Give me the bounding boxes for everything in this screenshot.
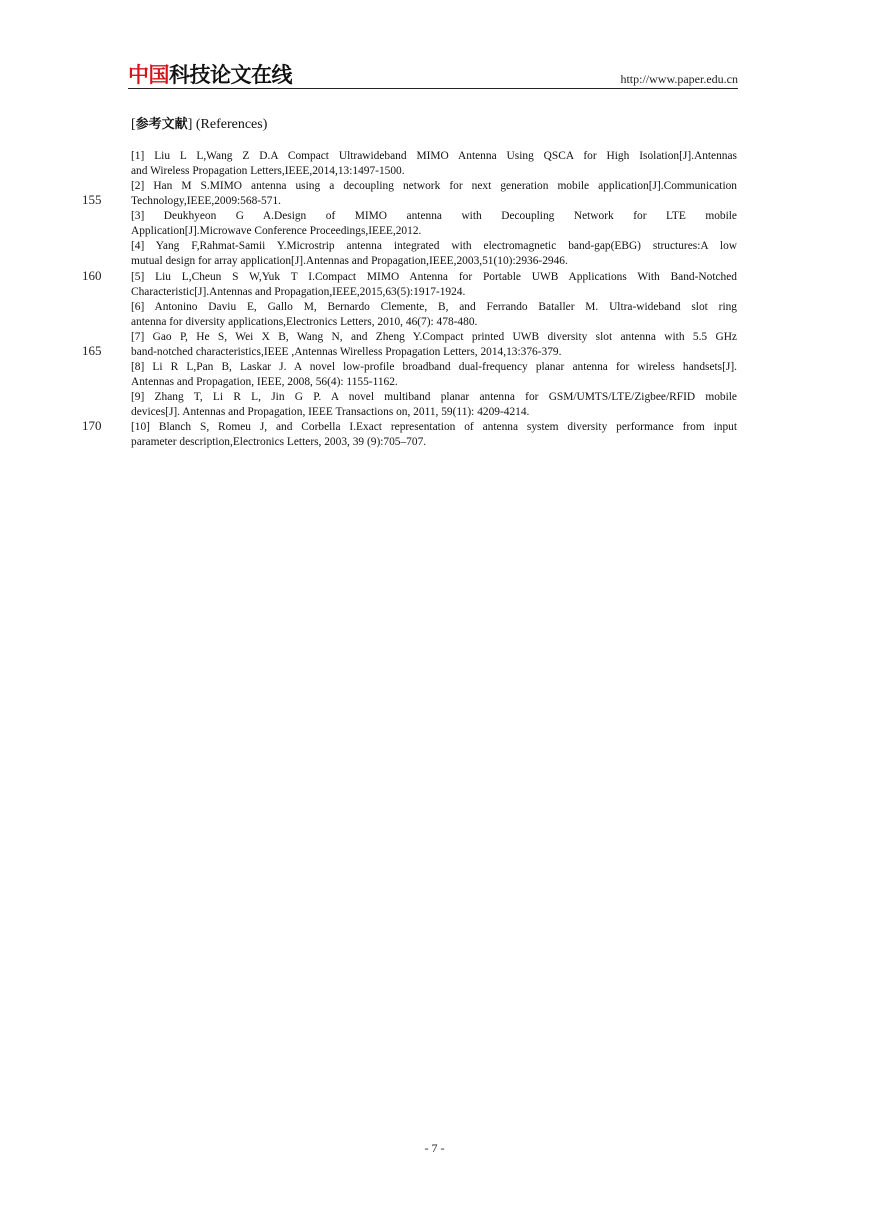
reference-6-line-2: antenna for diversity applications,Electronics Letters, 2010, 46(7): 478-480. — [131, 316, 478, 328]
reference-1-line-1: [1] Liu L L,Wang Z D.A Compact Ultrawideband MIMO Antenna Using QSCA for High Isolation[J].Antennas — [131, 150, 737, 162]
reference-9-line-1: [9] Zhang T, Li R L, Jin G P. A novel multiband planar antenna for GSM/UMTS/LTE/Zigbee/RFID mobile — [131, 391, 737, 403]
line-number: 160 — [82, 268, 102, 283]
reference-5-line-1: [5] Liu L,Cheun S W,Yuk T I.Compact MIMO Antenna for Portable UWB Applications With Band-Notched — [131, 271, 737, 283]
reference-3-line-1: [3] Deukhyeon G A.Design of MIMO antenna with Decoupling Network for LTE mobile — [131, 210, 737, 222]
page-number: - 7 - — [424, 1141, 445, 1155]
journal-logo — [128, 62, 292, 88]
reference-7-line-2: band-notched characteristics,IEEE ,Antennas Wirelless Propagation Letters, 2014,13:376-379. — [131, 346, 562, 358]
reference-2-line-1: [2] Han M S.MIMO antenna using a decoupling network for next generation mobile application[J].Communication — [131, 180, 737, 192]
reference-5-line-2: Characteristic[J].Antennas and Propagation,IEEE,2015,63(5):1917-1924. — [131, 286, 466, 298]
reference-4-line-2: mutual design for array application[J].Antennas and Propagation,IEEE,2003,51(10):2936-2946. — [131, 255, 568, 267]
reference-8-line-1: [8] Li R L,Pan B, Laskar J. A novel low-profile broadband dual-frequency planar antenna for wireless handsets[J]. — [131, 361, 737, 373]
reference-4-line-1: [4] Yang F,Rahmat-Samii Y.Microstrip antenna integrated with electromagnetic band-gap(EBG) structures:A low — [131, 240, 737, 252]
heading-cjk: 参考文献 — [135, 117, 188, 132]
reference-10-line-2: parameter description,Electronics Letters, 2003, 39 (9):705–707. — [131, 436, 427, 448]
heading-open-bracket: [ — [131, 117, 136, 132]
line-number: 155 — [82, 192, 102, 207]
header-url: http://www.paper.edu.cn — [620, 72, 738, 86]
reference-7-line-1: [7] Gao P, He S, Wei X B, Wang N, and Zheng Y.Compact printed UWB diversity slot antenna with 5.5 GHz — [131, 331, 737, 343]
header-divider — [128, 88, 738, 89]
logo-black-text: 科技论文在线 — [169, 63, 292, 87]
reference-10-line-1: [10] Blanch S, Romeu J, and Corbella I.Exact representation of antenna system diversity performance from input — [131, 421, 737, 433]
line-number: 165 — [82, 343, 102, 358]
heading-english: ] (References) — [187, 117, 268, 132]
reference-6-line-1: [6] Antonino Daviu E, Gallo M, Bernardo Clemente, B, and Ferrando Bataller M. Ultra-wideband slot ring — [131, 301, 737, 313]
reference-9-line-2: devices[J]. Antennas and Propagation, IEEE Transactions on, 2011, 59(11): 4209-4214. — [131, 406, 530, 418]
reference-8-line-2: Antennas and Propagation, IEEE, 2008, 56(4): 1155-1162. — [131, 376, 398, 388]
reference-3-line-2: Application[J].Microwave Conference Proceedings,IEEE,2012. — [131, 225, 422, 237]
reference-1-line-2: and Wireless Propagation Letters,IEEE,2014,13:1497-1500. — [131, 165, 405, 177]
references-heading — [131, 116, 267, 134]
line-number: 170 — [82, 418, 102, 433]
logo-red-text: 中国 — [128, 63, 169, 87]
reference-2-line-2: Technology,IEEE,2009:568-571. — [131, 195, 281, 207]
